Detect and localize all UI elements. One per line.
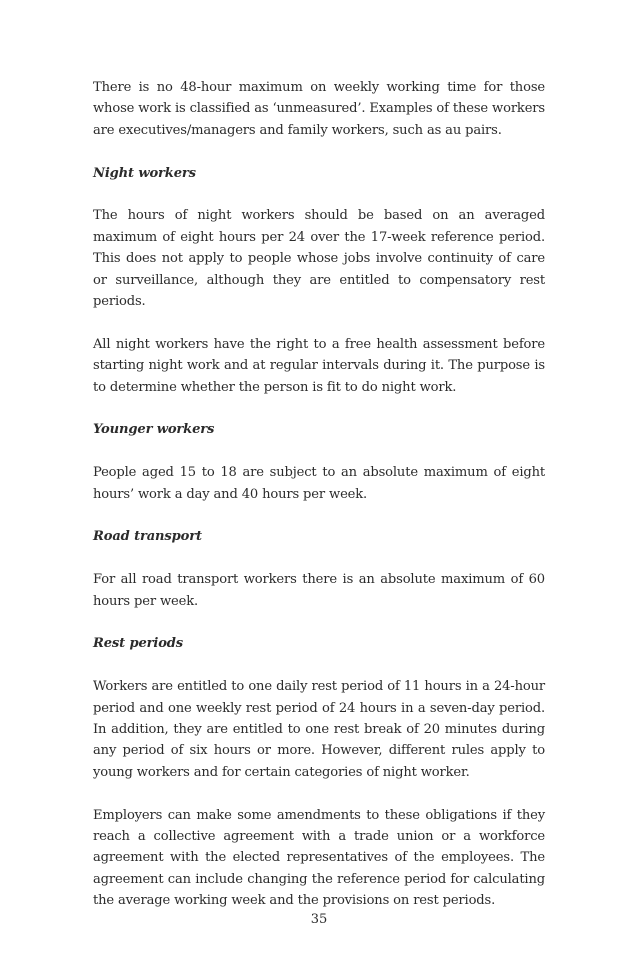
paragraph-night-hours: The hours of night workers should be based on an averaged maximum of eight hours per 24 over the 17-week reference period. This does not apply to people whose jobs involve continuity of care or surveillance, although they are entitled to compensatory rest periods. [93,208,545,310]
heading-road-transport: Road transport [93,529,202,545]
paragraph-unmeasured-work: There is no 48-hour maximum on weekly working time for those whose work is classified as ‘unmeasured’. Examples of these workers are executives/managers and family workers, such as au pairs. [93,80,545,138]
paragraph-rest-periods: Workers are entitled to one daily rest period of 11 hours in a 24-hour period and one weekly rest period of 24 hours in a seven-day period. In addition, they are entitled to one rest break of 20 minutes during any period of six hours or more. However, different rules apply to young workers and for certain categories of night worker. [93,679,545,780]
page-body [93,77,545,933]
paragraph-employer-amendments: Employers can make some amendments to these obligations if they reach a collective agreement with a trade union or a workforce agreement with the elected representatives of the employees. The agreement can include changing the reference period for calculating the average working week and the provisions on rest periods. [93,807,545,909]
heading-younger-workers: Younger workers [93,422,215,438]
paragraph-health-assessment: All night workers have the right to a free health assessment before starting night work and at regular intervals during it. The purpose is to determine whether the person is fit to do night work. [93,336,545,395]
page-number: 35 [310,912,328,927]
heading-night-workers: Night workers [93,165,196,181]
paragraph-younger-workers: People aged 15 to 18 are subject to an absolute maximum of eight hours’ work a day and 40 hours per week. [93,465,545,502]
heading-rest-periods: Rest periods [93,636,184,652]
paragraph-road-transport: For all road transport workers there is an absolute maximum of 60 hours per week. [93,572,545,609]
